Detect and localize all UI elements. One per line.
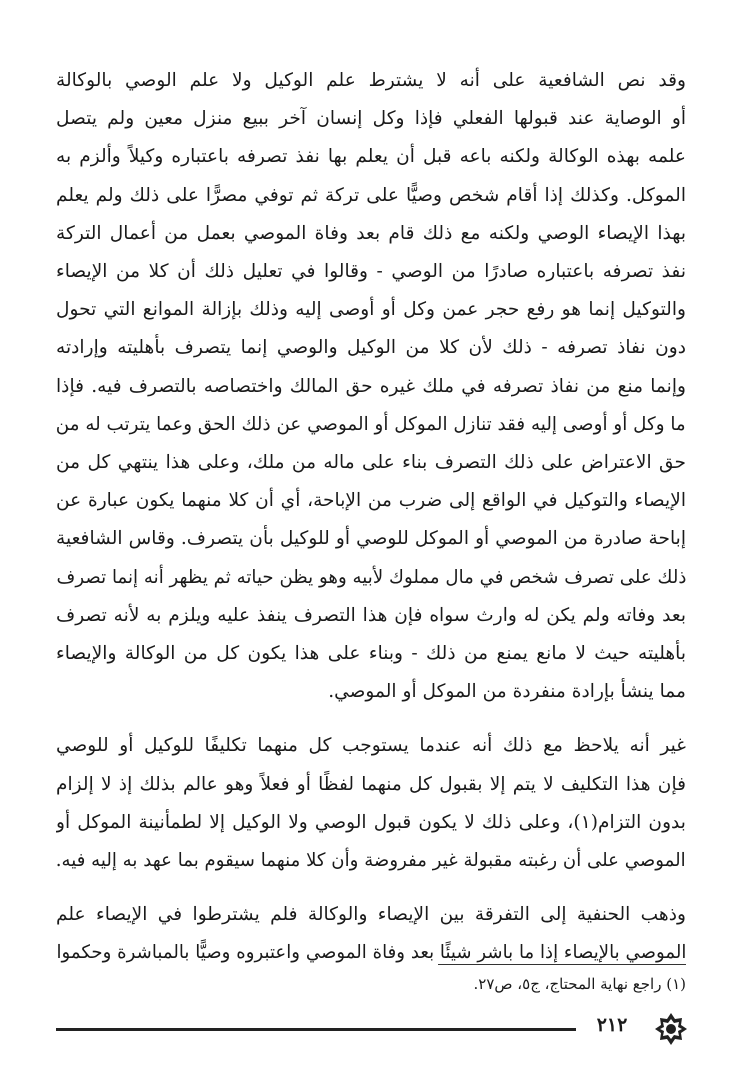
page-footer [56,1012,690,1046]
text-line: والتوكيل إنما هو رفع حجر عمن وكل أو أوصى إليه وذلك بإزالة الموانع التي تحول [56,299,686,321]
text-line: ذلك على تصرف شخص في مال مملوك لأبيه وهو يظن حياته ثم يظهر أنه إنما تصرف [56,566,686,588]
paragraph-2 [56,727,686,880]
paragraph-3 [56,896,686,972]
text-line: ما وكل أو أوصى إليه فقد تنازل الموكل أو الموصي عن ذلك الحق وعما يترتب له من [56,413,686,435]
text-line: وقد نص الشافعية على أنه لا يشترط علم الوكيل ولا علم الوصي بالوكالة [56,70,686,91]
text-line: بهذا الإيصاء الوصي ولكنه مع ذلك قام بعد وفاة الموصي بعمل من أعمال التركة [56,222,686,244]
text-line: الإيصاء والتوكيل في الواقع إلى ضرب من الإباحة، أي أن كلا منهما يكون عبارة عن [56,490,686,512]
text-line: نفذ تصرفه باعتباره صادرًا من الوصي - وقالوا في تعليل ذلك أن كلا من الإيصاء [56,261,686,283]
text-line: مما ينشأ بإرادة منفردة من الموكل أو الموصي. [328,681,686,703]
page-number: ٢١٢ [596,1014,628,1036]
footnote-separator [438,964,686,965]
text-line: بعد وفاته ولم يكن له وارث سواه فإن هذا التصرف ينفذ عليه ويلزم به لأنه تصرف [56,604,686,626]
text-line: الموصي على أن رغبته مقبولة غير مفروضة وأن كلا منهما سيقوم بما عهد به إليه فيه. [56,850,686,872]
text-line: غير أنه يلاحظ مع ذلك أنه عندما يستوجب كل منهما تكليفًا للوكيل أو للوصي [56,735,686,757]
text-line: إباحة صادرة من الموصي أو الموكل للوصي أو للوكيل بأن يتصرف. وقاس الشافعية [56,528,686,550]
text-line: فإن هذا التكليف لا يتم إلا بقبول كل منهما لفظًا أو فعلاً وهو عالم بذلك إذ لا إلزام [56,773,686,795]
footer-rule [56,1028,576,1031]
page-body [56,62,686,973]
text-line: علمه بهذه الوكالة ولكنه باعه قبل أن يعلم بها نفذ تصرفه باعتباره وكيلاً وألزم به [56,146,686,168]
text-line: دون نفاذ تصرفه - ذلك لأن كلا من الوكيل والوصي إنما يتصرف بأهليته وإرادته [56,337,686,359]
text-line: الموصي بالإيصاء إذا ما باشر شيئًا بعد وفاة الموصي واعتبروه وصيًّا بالمباشرة وحكموا [56,942,686,964]
paragraph-1 [56,62,686,711]
footnote: (١) راجع نهاية المحتاج، ج٥، ص٢٧. [473,975,686,993]
text-line: وإنما منع من نفاذ تصرفه في ملك غيره حق المالك واختصاصه بالتصرف فيه. فإذا [56,375,686,397]
text-line: بدون التزام(١)، وعلى ذلك لا يكون قبول الوصي ولا الوكيل إلا لطمأنينة الموكل أو [56,811,686,833]
text-line: وذهب الحنفية إلى التفرقة بين الإيصاء والوكالة فلم يشترطوا في الإيصاء علم [56,904,686,926]
star-ornament-icon [654,1012,688,1046]
text-line: حق الاعتراض على ذلك التصرف بناء على ماله من ملك، وعلى هذا ينتهي كل من [56,452,686,474]
text-line: أو الوصاية عند قبولها الفعلي فإذا وكل إنسان آخر ببيع منزل معين ولم يتصل [56,108,686,130]
text-line: بأهليته حيث لا مانع يمنع من ذلك - وبناء على هذا يكون كل من الوكالة والإيصاء [56,643,686,665]
text-line: الموكل. وكذلك إذا أقام شخص وصيًّا على تركة ثم توفي مصرًّا على ذلك ولم يعلم [56,184,686,206]
